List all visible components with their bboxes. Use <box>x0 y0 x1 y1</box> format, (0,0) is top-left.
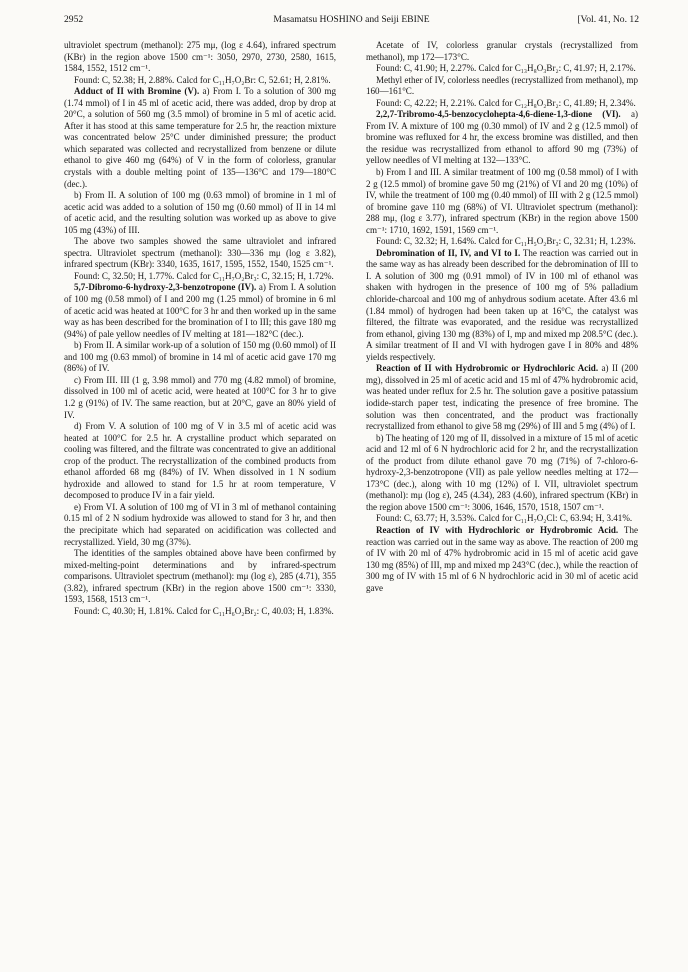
paragraph-text: Found: C, 63.77; H, 3.53%. Calcd for C₁₁H₇O₂Cl: C, 63.94; H, 3.41%. <box>376 513 633 524</box>
paragraph-text: ultraviolet spectrum (methanol): 275 mμ, (log ε 4.64), infrared spectrum (KBr) in the region above 1500 cm⁻¹: 3050, 2970, 2730, 2580, 1615, 1584, 1552, 1512 cm⁻¹. <box>64 40 336 74</box>
page-number: 2952 <box>64 14 84 25</box>
running-header <box>64 14 639 28</box>
paragraph <box>64 190 336 236</box>
analysis-result <box>366 63 638 75</box>
paragraph <box>366 75 638 98</box>
paragraph <box>64 86 336 190</box>
paragraph-text: Found: C, 42.22; H, 2.21%. Calcd for C₁₂H₈O₂Br₂: C, 41.89; H, 2.34%. <box>376 97 636 108</box>
paragraph <box>366 40 638 63</box>
running-authors: Masamatsu HOSHINO and Seiji EBINE <box>273 14 430 25</box>
analysis-result <box>64 606 336 618</box>
analysis-result <box>64 75 336 87</box>
paragraph <box>64 375 336 421</box>
section-heading: 5,7-Dibromo-6-hydroxy-2,3-benzotropone (IV). <box>74 282 257 293</box>
paragraph <box>366 433 638 514</box>
paragraph-text: e) From VI. A solution of 100 mg of VI in 3 ml of methanol containing 0.15 ml of 2 N sodium hydroxide was allowed to stand for 3 hr, and then the precipitate which had separated on acidification was collected and recrystallized. Yield, 30 mg (37%). <box>64 501 336 547</box>
paragraph-text: The reaction was carried out in the same way as above. The reaction of 200 mg of IV with 20 ml of 47% hydrobromic acid in 15 ml of acetic acid gave 130 mg (85%) of III, mp and mixed mp 243°C (dec.), while the reaction of 300 mg of IV with 15 ml of 6 N hydrochloric acid in 30 ml of acetic acid gave <box>366 524 638 593</box>
volume-info: [Vol. 41, No. 12 <box>577 14 639 25</box>
paragraph-text: a) From IV. A mixture of 100 mg (0.30 mmol) of IV and 2 g (12.5 mmol) of bromine was refluxed for 4 hr, the excess bromine was distilled, and then the residue was recrystallized from ethanol to afford 90 mg (73%) of yellow needles of VI melting at 132—133°C. <box>366 109 638 166</box>
paragraph-text: b) From I and III. A similar treatment of 100 mg (0.58 mmol) of I with 2 g (12.5 mmol) of bromine gave 50 mg (21%) of VI and 20 mg (10%) of IV, while the treatment of 100 mg (0.40 mmol) of III with 2 g (12.5 mmol) of bromine gave 110 mg (68%) of VI. Ultraviolet spectrum (methanol): 288 mμ, (log ε 3.77), infrared spectrum (KBr) in the region above 1500 cm⁻¹: 1710, 1692, 1591, 1569 cm⁻¹. <box>366 167 638 235</box>
paragraph <box>366 109 638 167</box>
paragraph-text: Found: C, 32.50; H, 1.77%. Calcd for C₁₁H₇O₂Br₃: C, 32.15; H, 1.72%. <box>74 270 334 281</box>
paragraph-text: d) From V. A solution of 100 mg of V in 3.5 ml of acetic acid was heated at 100°C for 2.5 hr. A crystalline product which separated on cooling was filtered, and the filtrate was concentrated to give an additional crop of the product. The recrystallization of the combined products from ethanol afforded 68 mg (84%) of IV. When dissolved in 1 N sodium hydroxide and allowed to stand for 1.5 hr at room temperature, V decomposed to produce IV in a fair yield. <box>64 421 336 501</box>
paragraph <box>64 421 336 502</box>
paragraph-text: b) From II. A similar work-up of a solution of 150 mg (0.60 mmol) of II and 100 mg (0.63 mmol) of bromine in 14 ml of acetic acid gave 170 mg (86%) of IV. <box>64 340 336 374</box>
paragraph <box>366 167 638 236</box>
analysis-result <box>366 513 638 525</box>
paragraph <box>366 363 638 432</box>
section-heading: Debromination of II, IV, and VI to I. <box>376 247 521 258</box>
analysis-result <box>366 236 638 248</box>
analysis-result <box>64 271 336 283</box>
paragraph-text: The above two samples showed the same ultraviolet and infrared spectra. Ultraviolet spectrum (methanol): 330—336 mμ (log ε 3.82), infrared spectrum (KBr): 3340, 1635, 1617, 1595, 1552, 1540, 1525 cm⁻¹. <box>64 236 336 270</box>
paragraph-text: a) From I. A solution of 100 mg (0.58 mmol) of I and 200 mg (1.25 mmol) of bromine in 6 ml of acetic acid was heated at 100°C for 3 hr and then worked up in the same way as has been described for the bromination of I to III; this gave 180 mg (94%) of pale yellow needles of IV melting at 181—182°C (dec.). <box>64 282 336 339</box>
section-heading: Reaction of IV with Hydrochloric or Hydrobromic Acid. <box>376 524 619 535</box>
left-column <box>64 40 336 617</box>
paragraph-text: Found: C, 40.30; H, 1.81%. Calcd for C₁₁H₆O₂Br₂: C, 40.03; H, 1.83%. <box>74 605 334 616</box>
paragraph-text: a) From I. To a solution of 300 mg (1.74 mmol) of I in 45 ml of acetic acid, there was added, drop by drop at 20°C, a solution of 560 mg (3.5 mmol) of bromine in 5 ml of acetic acid. After it has stood at this same temperature for 2.5 hr, the reaction mixture was concentrated below 25°C under diminished pressure; the product which separated was collected and recrystallized from benzene or dilute ethanol to give 460 mg (64%) of V in the form of colorless, granular crystals with a double melting point of 135—136°C and 179—180°C (dec.). <box>64 86 336 189</box>
paragraph-text: b) The heating of 120 mg of II, dissolved in a mixture of 15 ml of acetic acid and 12 ml of 6 N hydrochloric acid for 2 hr, and the recrystallization of the product from dilute ethanol gave 70 mg (71%) of 7-chloro-6-hydroxy-2,3-benzotropone (VII) as pale yellow needles melting at 172—173°C (dec.), along with 10 mg (12%) of I. VII, ultraviolet spectrum (methanol): mμ (log ε), 245 (4.34), 283 (4.60), infrared spectrum (KBr) in the region above 1500 cm⁻¹: 3006, 1646, 1570, 1518, 1507 cm⁻¹. <box>366 432 638 512</box>
paragraph <box>64 502 336 548</box>
paragraph <box>64 282 336 340</box>
section-heading: 2,2,7-Tribromo-4,5-benzocyclohepta-4,6-diene-1,3-dione (VI). <box>376 109 621 120</box>
paragraph-text: Found: C, 52.38; H, 2.88%. Calcd for C₁₁H₇O₂Br: C, 52.61; H, 2.81%. <box>74 74 331 85</box>
paragraph-text: b) From II. A solution of 100 mg (0.63 mmol) of bromine in 1 ml of acetic acid was added to a solution of 150 mg (0.60 mmol) of II in 14 ml of acetic acid, and the resulting solution was worked up as above to give 105 mg (43%) of III. <box>64 190 336 235</box>
section-heading: Adduct of II with Bromine (V). <box>74 86 200 97</box>
paragraph-text: Methyl ether of IV, colorless needles (recrystallized from methanol), mp 160—161°C. <box>366 74 638 97</box>
paragraph <box>64 548 336 606</box>
section-heading: Reaction of II with Hydrobromic or Hydrochloric Acid. <box>376 363 599 374</box>
paragraph <box>366 248 638 363</box>
analysis-result <box>366 98 638 110</box>
paragraph-text: Acetate of IV, colorless granular crystals (recrystallized from methanol), mp 172—173°C. <box>366 40 638 62</box>
paragraph-text: The identities of the samples obtained above have been confirmed by mixed-melting-point determinations and by infrared-spectrum comparisons. Ultraviolet spectrum (methanol): mμ (log ε), 285 (4.71), 355 (3.82), infrared spectrum (KBr) in the region above 1500 cm⁻¹: 3330, 1593, 1568, 1513 cm⁻¹. <box>64 548 336 605</box>
paragraph-text: Found: C, 32.32; H, 1.64%. Calcd for C₁₁H₅O₂Br₃: C, 32.31; H, 1.23%. <box>376 236 636 247</box>
paragraph-text: a) II (200 mg), dissolved in 25 ml of acetic acid and 15 ml of 47% hydrobromic acid, was heated under reflux for 2.5 hr. The solution gave a positive patassium iodide-starch paper test, indicating the presence of free bromine. The solution was then concentrated, and the product was fractionally recrystallized from ethanol to give 58 mg (29%) of III and 5 mg (4%) of I. <box>366 363 639 432</box>
paragraph-text: The reaction was carried out in the same way as has already been described for the debromination of III to I. A solution of 300 mg (0.91 mmol) of IV in 100 ml of ethanol was shaken with hydrogen in the presence of 100 mg of 5% palladium chloride-charcoal and 100 mg of anhydrous sodium acetate. After 43.6 ml (1.84 mmol) of hydrogen had been taken up at 16°C, the catalyst was filtered, the filtrate was evaporated, and the residue was recrystallized from ethanol, giving 130 mg (83%) of I, mp and mixed mp 208.5°C (dec.). A similar treatment of II and VI with hydrogen gave I in 80% and 48% yields respectively. <box>366 247 638 362</box>
right-column <box>366 40 638 594</box>
paragraph <box>64 340 336 375</box>
paragraph-text: Found: C, 41.90; H, 2.27%. Calcd for C₁₃H₈O₃Br₂: C, 41.97; H, 2.17%. <box>376 63 636 74</box>
paragraph <box>64 236 336 271</box>
paragraph-text: c) From III. III (1 g, 3.98 mmol) and 770 mg (4.82 mmol) of bromine, dissolved in 100 ml of acetic acid, were heated at 100°C for 3 hr to give 1.2 g (91%) of IV. The same reaction, but at 20°C, gave an 80% yield of IV. <box>64 374 336 420</box>
paragraph <box>366 525 638 594</box>
paragraph <box>64 40 336 75</box>
